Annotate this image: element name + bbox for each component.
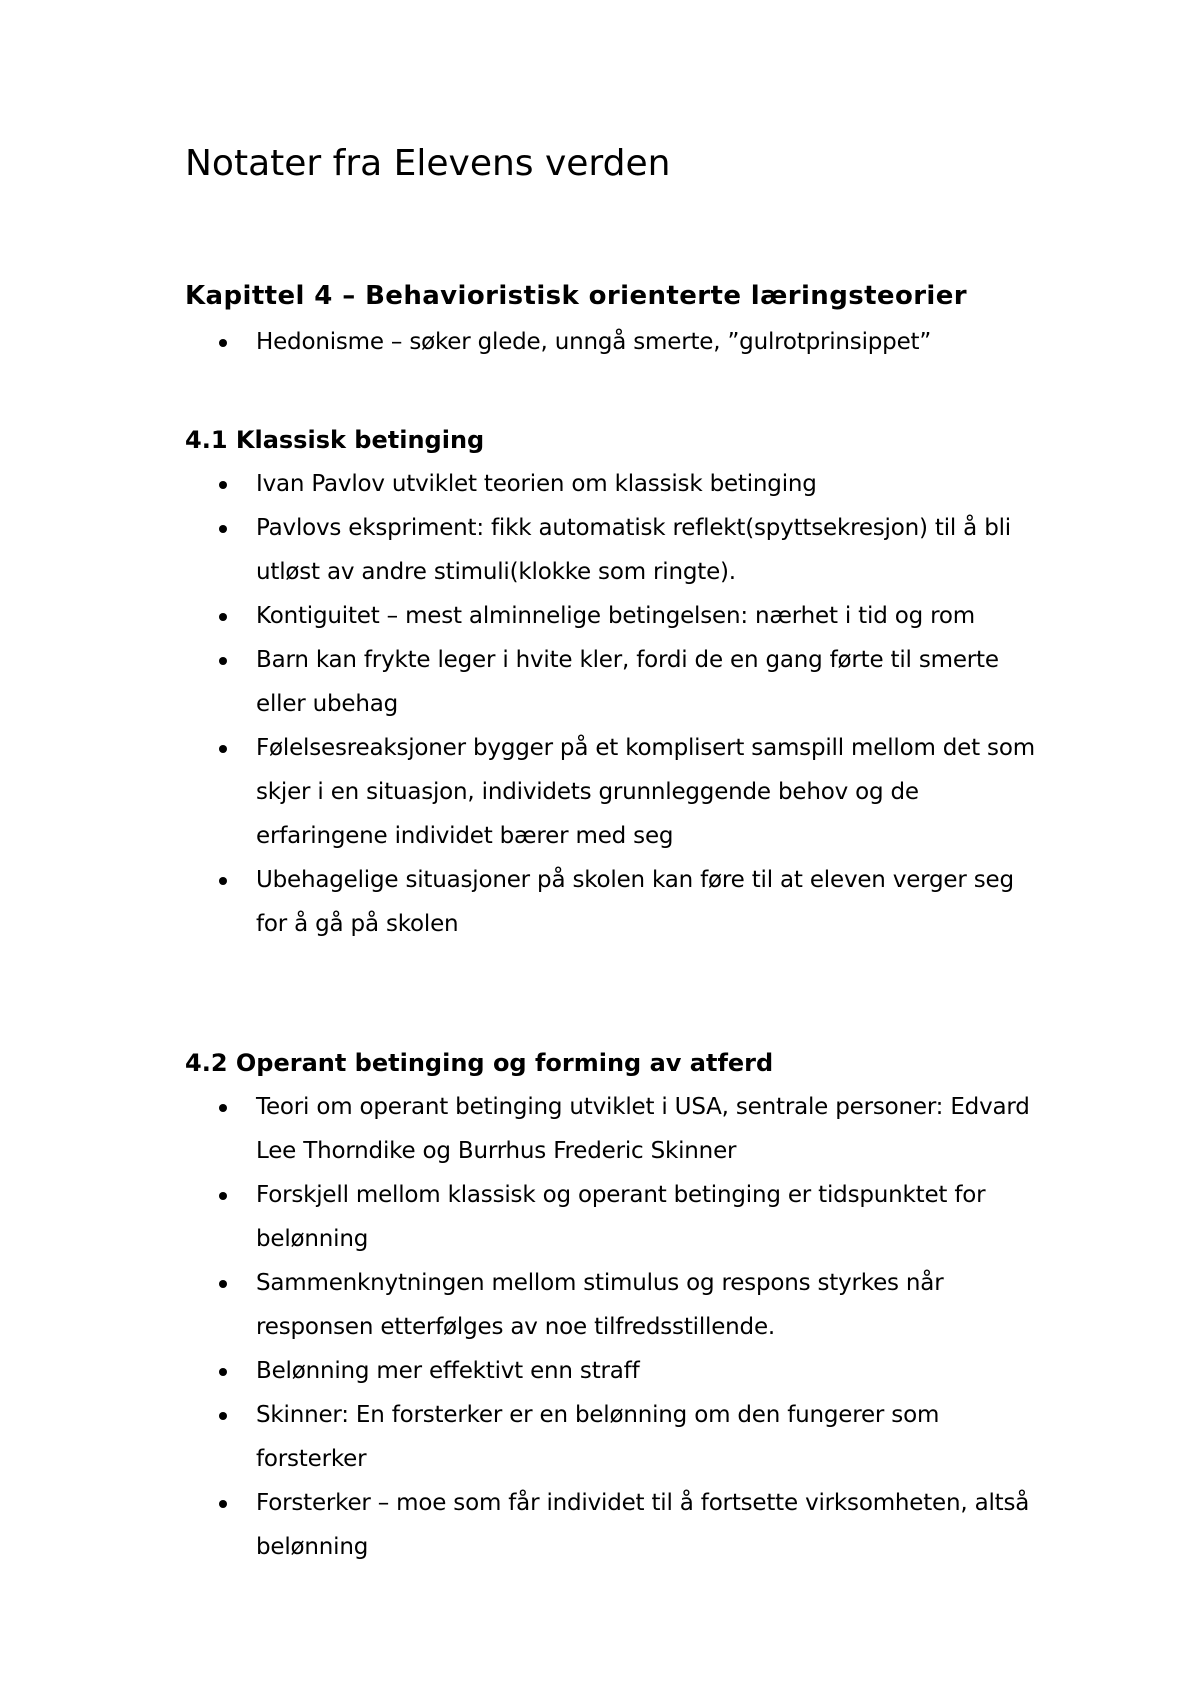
- bullet-icon: [219, 1412, 227, 1420]
- section-heading: 4.1 Klassisk betinging: [185, 426, 485, 454]
- section-heading: Kapittel 4 – Behavioristisk orienterte læringsteorier: [185, 281, 968, 311]
- list-item-text: Barn kan frykte leger i hvite kler, fordi de en gang førte til smerte eller ubehag: [256, 647, 999, 717]
- bullet-list: [185, 1085, 1045, 1569]
- bullet-icon: [219, 1500, 227, 1508]
- list-item-text: Skinner: En forsterker er en belønning om den fungerer som forsterker: [256, 1402, 940, 1472]
- list-item-text: Forskjell mellom klassisk og operant betinging er tidspunktet for belønning: [256, 1182, 986, 1252]
- list-item: [185, 1173, 1046, 1261]
- bullet-icon: [219, 1104, 227, 1112]
- bullet-icon: [219, 1280, 227, 1288]
- list-item: [185, 1481, 1046, 1569]
- section-4-1: [185, 418, 1045, 946]
- list-item: [185, 638, 1046, 726]
- list-item: [185, 726, 1046, 858]
- list-item: [185, 1393, 1046, 1481]
- section-4-2: [185, 1041, 1045, 1569]
- bullet-icon: [219, 877, 227, 885]
- bullet-list: [185, 462, 1045, 946]
- list-item-text: Forsterker – moe som får individet til å fortsette virksomheten, altså belønning: [256, 1490, 1030, 1560]
- list-item-text: Følelsesreaksjoner bygger på et komplisert samspill mellom det som skjer i en situasjon, individets grunnleggende behov og de erfaringene individet bærer med seg: [256, 735, 1035, 849]
- bullet-icon: [219, 613, 227, 621]
- list-item: [185, 858, 1046, 946]
- list-item: [185, 1349, 1046, 1393]
- list-item-text: Ubehagelige situasjoner på skolen kan føre til at eleven verger seg for å gå på skolen: [256, 867, 1014, 937]
- list-item: [185, 1261, 1046, 1349]
- list-item: [185, 462, 1046, 506]
- bullet-list: [185, 320, 1045, 364]
- list-item-text: Sammenknytningen mellom stimulus og respons styrkes når responsen etterfølges av noe tilfredsstillende.: [256, 1270, 944, 1340]
- bullet-icon: [219, 657, 227, 665]
- list-item-text: Belønning mer effektivt enn straff: [256, 1358, 640, 1384]
- list-item: [185, 320, 1046, 364]
- section-heading: 4.2 Operant betinging og forming av atferd: [185, 1049, 774, 1077]
- list-item: [185, 594, 1046, 638]
- bullet-icon: [219, 745, 227, 753]
- list-item: [185, 506, 1046, 594]
- list-item-text: Hedonisme – søker glede, unngå smerte, ”gulrotprinsippet”: [256, 329, 932, 355]
- list-item-text: Kontiguitet – mest alminnelige betingelsen: nærhet i tid og rom: [256, 603, 975, 629]
- bullet-icon: [219, 1368, 227, 1376]
- section-chapter-4: [185, 276, 1045, 364]
- bullet-icon: [219, 339, 227, 347]
- document-title: Notater fra Elevens verden: [185, 143, 671, 184]
- list-item: [185, 1085, 1046, 1173]
- list-item-text: Teori om operant betinging utviklet i USA, sentrale personer: Edvard Lee Thorndike og Burrhus Frederic Skinner: [256, 1094, 1030, 1164]
- list-item-text: Ivan Pavlov utviklet teorien om klassisk betinging: [256, 471, 817, 497]
- bullet-icon: [219, 1192, 227, 1200]
- bullet-icon: [219, 525, 227, 533]
- bullet-icon: [219, 481, 227, 489]
- list-item-text: Pavlovs ekspriment: fikk automatisk reflekt(spyttsekresjon) til å bli utløst av andre stimuli(klokke som ringte).: [256, 515, 1011, 585]
